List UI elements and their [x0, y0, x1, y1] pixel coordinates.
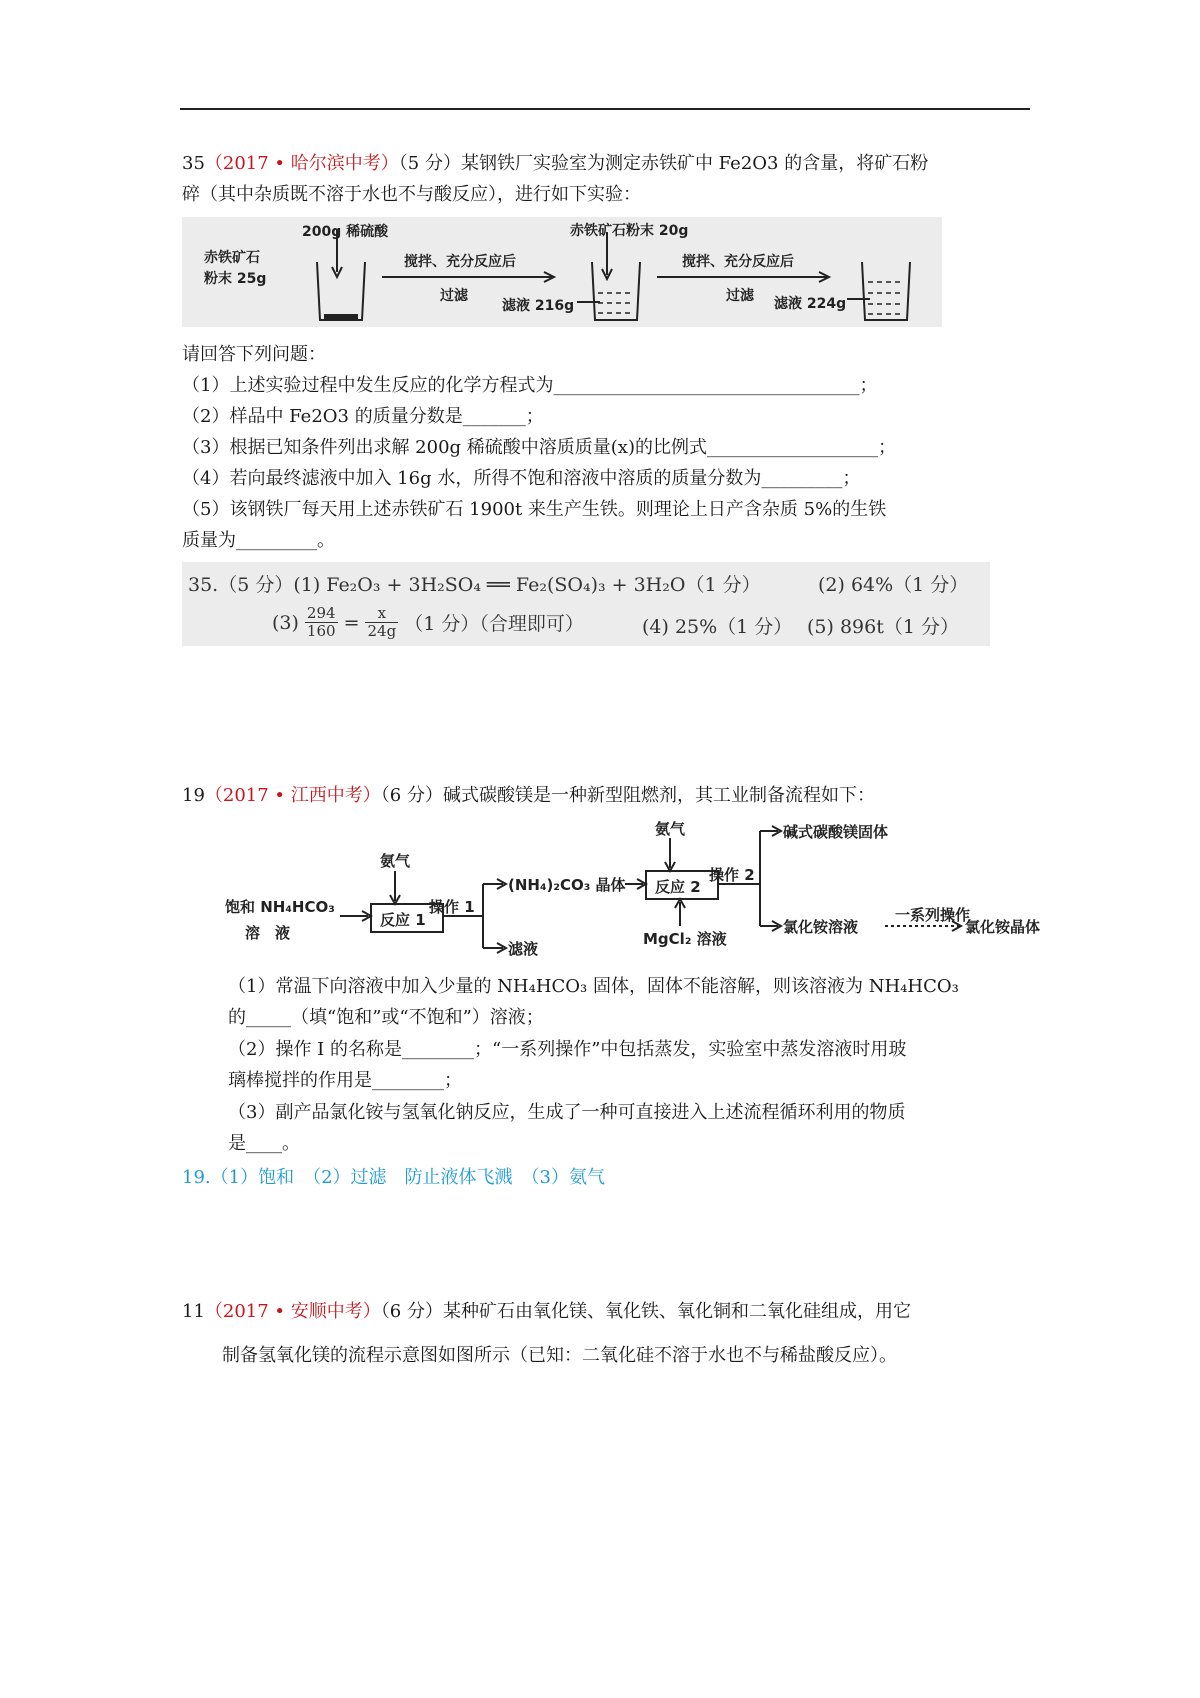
q35-answer-2: (2) 64%（1 分）	[818, 574, 969, 596]
filtrate1-label: 滤液 216g	[502, 298, 575, 314]
q35-answer-3-fraction-2	[365, 605, 398, 640]
flow-reaction-2: 反应 2	[655, 878, 701, 896]
filtrate2-label: 滤液 224g	[774, 296, 847, 312]
q35-answer-3-prefix: (3)	[272, 611, 299, 634]
q35-line-2: 碎（其中杂质既不溶于水也不与酸反应），进行如下实验：	[182, 184, 641, 205]
q35-item-6: 质量为_________。	[182, 530, 335, 551]
flow-crystal: (NH₄)₂CO₃ 晶体	[508, 876, 626, 894]
ore2-label: 赤铁矿石粉末 20g	[570, 223, 689, 239]
q35-prompt: 请回答下列问题：	[182, 344, 326, 365]
flow-product-3: 氯化铵晶体	[965, 918, 1041, 936]
acid-label: 200g 稀硫酸	[302, 224, 389, 240]
q35-line-1-text: （5 分）某钢铁厂实验室为测定赤铁矿中 Fe2O3 的含量，将矿石粉	[398, 153, 929, 174]
fraction-2-denominator: 24g	[367, 622, 397, 640]
q35-line-1	[182, 152, 928, 176]
q11-number: 11	[182, 1301, 205, 1322]
step2-bottom-label: 过滤	[726, 288, 754, 304]
q35-number: 35	[182, 153, 205, 174]
q11-line-1-text: （6 分）某种矿石由氧化镁、氧化铁、氧化铜和二氧化硅组成，用它	[380, 1301, 911, 1322]
ore-label-2: 粉末 25g	[204, 271, 267, 287]
fraction-2-numerator: x	[365, 605, 398, 623]
flow-filtrate: 滤液	[508, 940, 539, 958]
q19-line-1-text: （6 分）碱式碳酸镁是一种新型阻燃剂，其工业制备流程如下：	[380, 785, 875, 806]
q35-answer-3	[272, 605, 584, 640]
q35-item-1: （1）上述实验过程中发生反应的化学方程式为__________________________________；	[182, 375, 878, 396]
flow-op-2: 操作 2	[709, 866, 755, 884]
q19-item-2: 的_____（填“饱和”或“不饱和”）溶液；	[228, 1007, 544, 1028]
q35-answer-5: (5) 896t（1 分）	[807, 616, 959, 638]
flow-mgcl2: MgCl₂ 溶液	[643, 930, 727, 948]
q11-line-1	[182, 1300, 911, 1324]
q35-answer-3-equals: =	[343, 611, 360, 634]
ore-powder-1	[324, 314, 358, 319]
q35-answer-3-suffix: （1 分）（合理即可）	[404, 613, 584, 635]
beaker-2	[592, 262, 640, 320]
q19-answer: 19.（1）饱和 （2）过滤 防止液体飞溅 （3）氨气	[182, 1167, 605, 1188]
q19-item-3: （2）操作 I 的名称是________；“一系列操作”中包括蒸发，实验室中蒸发溶液时用玻	[228, 1039, 907, 1060]
flow-product-2: 氯化铵溶液	[783, 918, 859, 936]
ore-label-1: 赤铁矿石	[204, 250, 260, 266]
q19-number: 19	[182, 785, 205, 806]
beaker-3	[862, 262, 910, 320]
q35-source: （2017 • 哈尔滨中考）	[204, 153, 399, 174]
q19-item-5: （3）副产品氯化铵与氢氧化钠反应，生成了一种可直接进入上述流程循环利用的物质	[228, 1102, 906, 1123]
flow-product-1: 碱式碳酸镁固体	[783, 823, 889, 841]
step1-bottom-label: 过滤	[440, 288, 468, 304]
fraction-1-denominator: 160	[306, 622, 336, 640]
q19-item-6: 是____。	[228, 1133, 300, 1154]
flow-input-2: 溶 液	[245, 924, 291, 942]
q35-item-4: （4）若向最终滤液中加入 16g 水，所得不饱和溶液中溶质的质量分数为_________；	[182, 468, 861, 489]
header-rule	[180, 108, 1030, 110]
q35-experiment-figure	[182, 217, 942, 327]
step2-top-label: 搅拌、充分反应后	[682, 254, 794, 270]
q19-item-4: 璃棒搅拌的作用是________；	[228, 1070, 462, 1091]
flow-input-1: 饱和 NH₄HCO₃	[225, 898, 335, 916]
flow-series-op: 一系列操作	[895, 906, 971, 924]
q35-item-2: （2）样品中 Fe2O3 的质量分数是_______；	[182, 406, 544, 427]
q35-answer-3-fraction-1	[305, 605, 338, 640]
q35-item-3: （3）根据已知条件列出求解 200g 稀硫酸中溶质质量(x)的比例式___________________；	[182, 437, 896, 458]
q19-source: （2017 • 江西中考）	[204, 785, 381, 806]
flow-op-1: 操作 1	[429, 898, 475, 916]
q35-item-5: （5）该钢铁厂每天用上述赤铁矿石 1900t 来生产生铁。则理论上日产含杂质 5%的生铁	[182, 499, 887, 520]
q35-answer-box	[182, 562, 990, 646]
q19-flow-diagram	[225, 816, 1055, 966]
q11-line-2: 制备氢氧化镁的流程示意图如图所示（已知：二氧化硅不溶于水也不与稀盐酸反应）。	[222, 1345, 897, 1366]
flow-gas-1: 氨气	[380, 852, 411, 870]
flow-reaction-1: 反应 1	[380, 911, 426, 929]
q35-answer-4: (4) 25%（1 分）	[642, 616, 793, 638]
flow-diagram-lines	[225, 816, 1055, 966]
flow-gas-2: 氨气	[655, 820, 686, 838]
q19-item-1: （1）常温下向溶液中加入少量的 NH₄HCO₃ 固体，固体不能溶解，则该溶液为 NH₄HCO₃	[228, 976, 959, 997]
q19-line-1	[182, 784, 875, 808]
q11-source: （2017 • 安顺中考）	[204, 1301, 381, 1322]
fraction-1-numerator: 294	[306, 604, 336, 622]
step1-top-label: 搅拌、充分反应后	[404, 254, 516, 270]
q35-answer-1: 35.（5 分）(1) Fe₂O₃ + 3H₂SO₄ ══ Fe₂(SO₄)₃ + 3H₂O（1 分）	[188, 574, 761, 596]
